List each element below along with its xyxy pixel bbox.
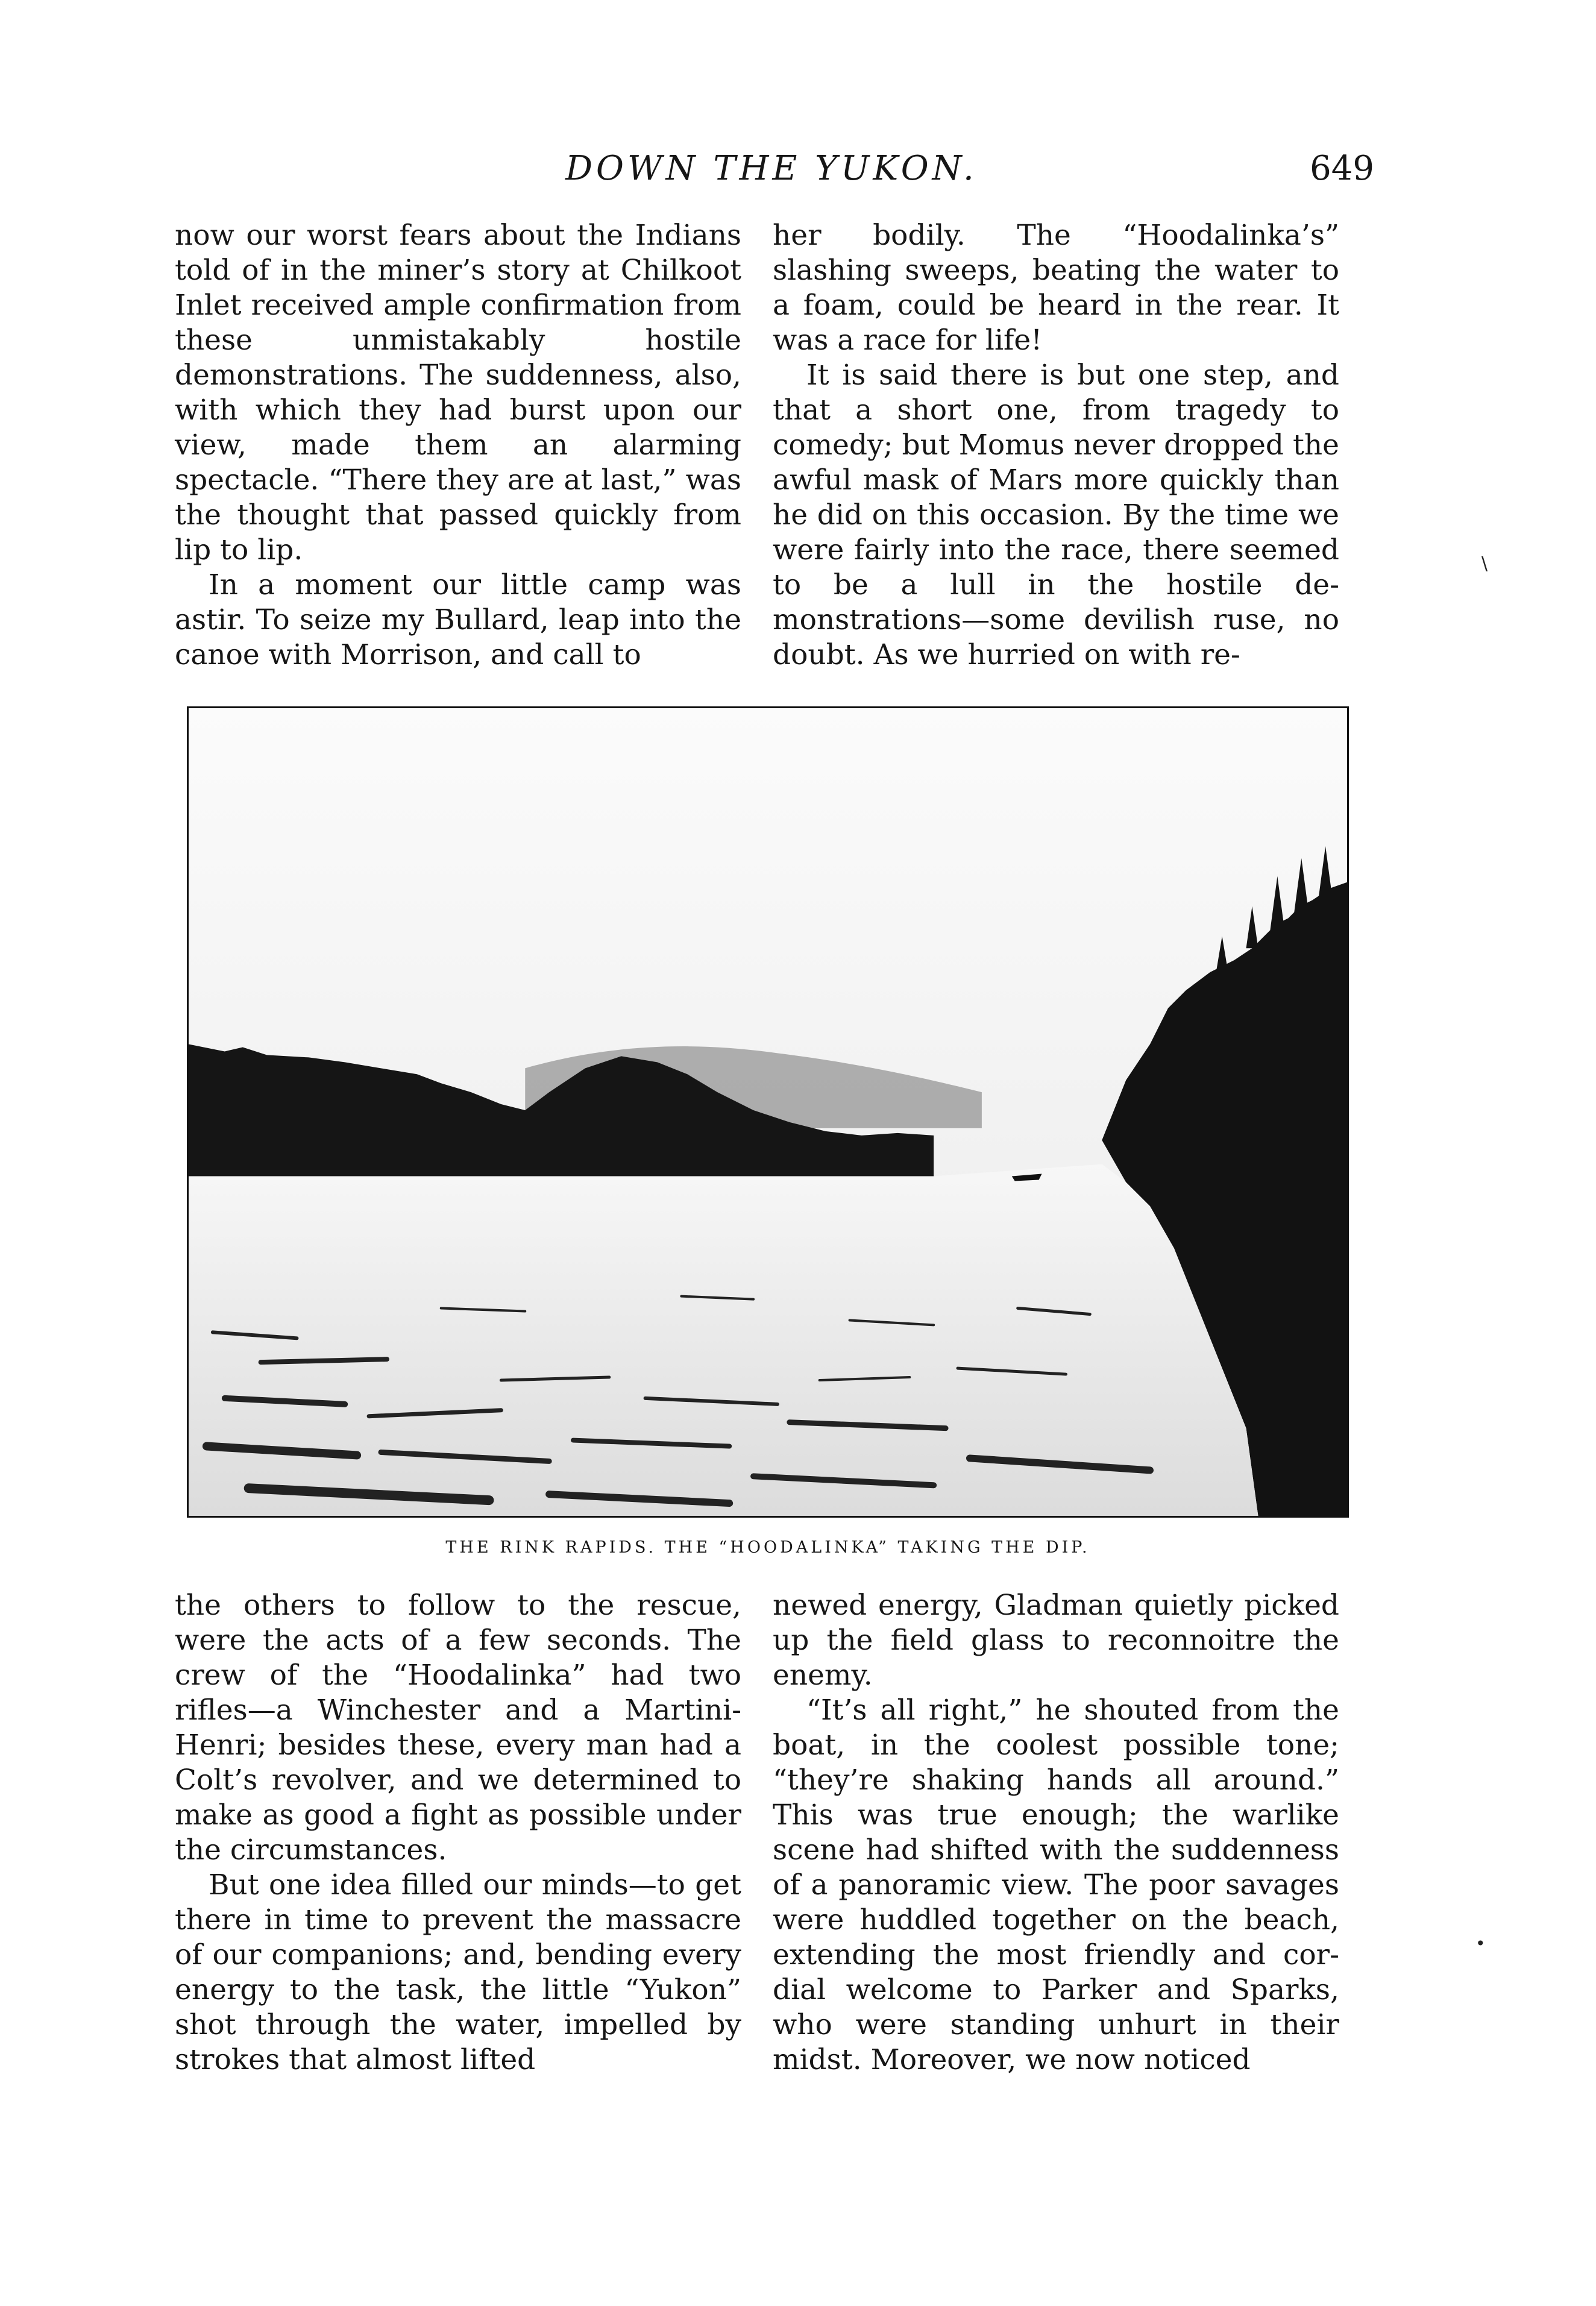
paragraph: the others to follow to the rescue, were the acts of a few seconds. The crew of the “Hoodalinka” had two rifles—a Winchester and a Martini-Henri; besides these, every man had a Colt’s revolver, and we determined to make as good a fight as possible under the circumstances. — [175, 1589, 741, 1867]
margin-dot: • — [1475, 1934, 1486, 1953]
river-photograph — [187, 706, 1349, 1518]
page-number: 649 — [1310, 149, 1374, 188]
text-column-bottom-left — [175, 1588, 741, 2078]
photo-illustration — [189, 708, 1347, 1516]
paragraph: It is said there is but one step, and that a short one, from tragedy to comedy; but Momus never dropped the awful mask of Mars more quickly than he did on this occasion. By the time we were fairly into the race, there seemed to be a lull in the hostile demonstrations—some devilish ruse, no doubt. As we hurried on with re- — [773, 359, 1339, 671]
text-column-bottom-right — [773, 1588, 1339, 2078]
text-column-top-left — [175, 218, 741, 673]
paragraph: But one idea filled our minds—to get there in time to prevent the massacre of our companions; and, bending every energy to the task, the little “Yukon” shot through the water, impelled by strokes that almost lifted — [175, 1868, 741, 2076]
paragraph: her bodily. The “Hoodalinka’s” slashing sweeps, beating the water to a foam, could be heard in the rear. It was a race for life! — [773, 219, 1339, 357]
paragraph: “It’s all right,” he shouted from the boat, in the coolest possible tone; “they’re shaking hands all around.” This was true enough; the warlike scene had shifted with the suddenness of a panoramic view. The poor savages were huddled together on the beach, extending the most friendly and cordial welcome to Parker and Sparks, who were standing unhurt in their midst. Moreover, we now noticed — [773, 1694, 1339, 2076]
paragraph: In a moment our little camp was astir. To seize my Bullard, leap into the canoe with Morrison, and call to — [175, 568, 741, 671]
margin-mark: \ — [1481, 553, 1488, 574]
river-water — [189, 1164, 1258, 1516]
paragraph: newed energy, Gladman quietly picked up the field glass to reconnoitre the enemy. — [773, 1589, 1339, 1692]
running-head — [0, 145, 1596, 193]
text-column-top-right — [773, 218, 1339, 673]
paragraph: now our worst fears about the Indians told of in the miner’s story at Chilkoot Inlet received ample confirmation from these unmistakably hostile demonstrations. The suddenness, also, with which they had burst upon our view, made them an alarming spectacle. “There they are at last,” was the thought that passed quickly from lip to lip. — [175, 219, 741, 567]
running-title: DOWN THE YUKON. — [565, 149, 978, 188]
figure-caption: THE RINK RAPIDS. THE “HOODALINKA” TAKING THE DIP. — [445, 1538, 1090, 1557]
